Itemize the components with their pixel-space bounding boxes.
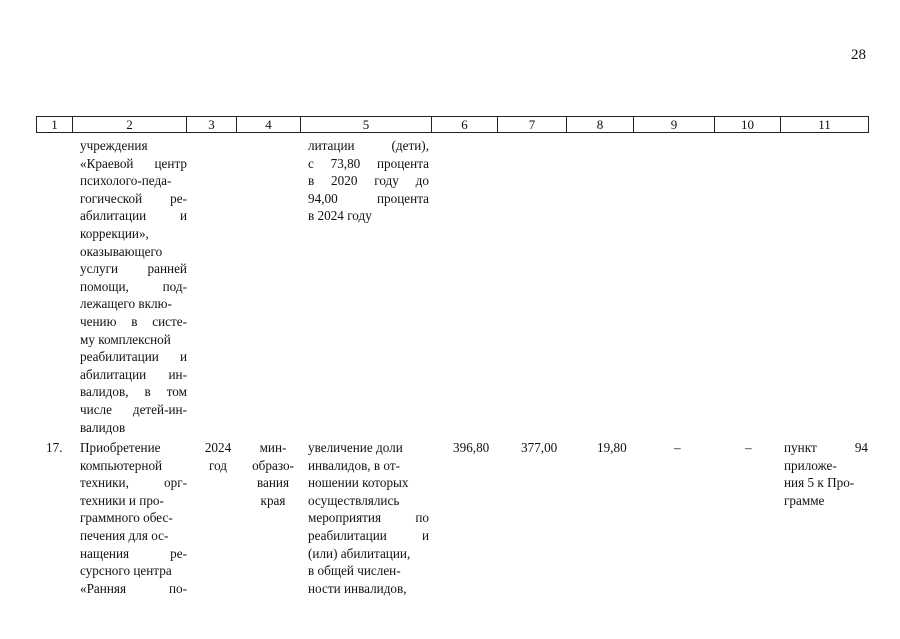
header-col-6: 6 — [432, 117, 498, 132]
text-word: в — [308, 173, 315, 189]
text-line: му комплексной — [80, 331, 171, 347]
text-line — [308, 527, 429, 545]
row17-number: 17. — [46, 440, 63, 455]
text-line — [80, 383, 187, 401]
text-word: нащения — [80, 545, 130, 561]
text-line — [308, 155, 429, 173]
text-word: под- — [162, 278, 187, 294]
text-line: грамме — [784, 492, 825, 508]
text-word: процента — [377, 155, 429, 171]
text-line: Приобретение — [80, 440, 161, 455]
text-word: 94,00 — [308, 190, 338, 206]
text-word: гогической — [80, 190, 143, 206]
text-line — [80, 366, 187, 384]
text-line: края — [260, 492, 286, 508]
text-word: 2020 — [331, 173, 358, 189]
text-word: 94 — [854, 440, 868, 455]
text-word: по — [415, 510, 429, 526]
text-line: печения для ос- — [80, 527, 169, 543]
text-line: увеличение доли — [308, 440, 403, 455]
row17-col6: 396,80 — [453, 440, 490, 455]
text-word: детей-ин- — [132, 401, 187, 417]
text-line: год — [208, 457, 227, 473]
text-word: мероприятия — [308, 510, 382, 526]
text-word: реабилитации — [308, 527, 387, 543]
text-line: компьютерной — [80, 457, 163, 473]
text-line: граммного обес- — [80, 510, 173, 526]
text-word: и — [421, 527, 429, 543]
text-line: вания — [256, 475, 290, 491]
header-col-10: 10 — [715, 117, 781, 132]
text-line: ности инвалидов, — [308, 580, 407, 596]
text-word: в — [131, 313, 138, 329]
text-line — [308, 172, 429, 190]
text-word: чению — [80, 313, 117, 329]
header-col-8: 8 — [567, 117, 634, 132]
row17-col2 — [80, 439, 187, 597]
header-col-1: 1 — [37, 117, 73, 132]
row17-col9: – — [674, 440, 681, 455]
text-line: ния 5 к Про- — [784, 475, 855, 491]
text-word: ре- — [170, 545, 187, 561]
text-word: пункт — [784, 440, 817, 455]
text-line: оказывающего — [80, 243, 163, 259]
text-line: лежащего вклю- — [80, 296, 172, 312]
text-word: числе — [80, 401, 112, 417]
text-line: (или) абилитации, — [308, 545, 411, 561]
text-line: коррекции», — [80, 225, 149, 241]
text-line: инвалидов, в от- — [308, 457, 400, 473]
text-word: по- — [168, 580, 187, 596]
page-number: 28 — [851, 47, 866, 63]
text-word: «Краевой — [80, 155, 134, 171]
text-word: валидов, — [80, 384, 129, 400]
text-word: ре- — [170, 190, 187, 206]
header-col-11: 11 — [818, 117, 831, 132]
text-word: абилитации — [80, 208, 147, 224]
text-line — [80, 580, 187, 598]
row17-col4 — [247, 439, 299, 509]
text-line: в 2024 году — [308, 208, 372, 224]
text-line — [80, 155, 187, 173]
text-word: и — [179, 349, 187, 365]
text-word: ин- — [168, 366, 187, 382]
text-word: 73,80 — [330, 155, 361, 171]
row17-col8: 19,80 — [597, 440, 627, 455]
text-word: литации — [308, 138, 355, 153]
text-line: в общей числен- — [308, 563, 401, 579]
text-line — [80, 313, 187, 331]
row17-col10: – — [745, 440, 752, 455]
text-word: в — [144, 384, 151, 400]
header-col-5: 5 — [301, 117, 432, 132]
text-word: до — [415, 173, 429, 189]
text-word: услуги — [80, 261, 119, 277]
text-word: и — [179, 208, 187, 224]
text-line — [308, 137, 429, 155]
text-word: (дети), — [391, 138, 429, 153]
text-line — [308, 190, 429, 208]
text-line: техники и про- — [80, 492, 164, 508]
text-line: осуществлялись — [308, 492, 400, 508]
row17-col3 — [198, 439, 238, 474]
text-line — [308, 509, 429, 527]
text-word: году — [374, 173, 399, 189]
row17-col5 — [308, 439, 429, 597]
text-word: ранней — [147, 261, 187, 277]
text-line: 2024 — [204, 440, 232, 455]
text-word: техники, — [80, 475, 129, 491]
header-col-9: 9 — [634, 117, 715, 132]
text-word: систе- — [152, 313, 187, 329]
row17-col7: 377,00 — [521, 440, 558, 455]
text-word: процента — [377, 190, 429, 206]
text-line: психолого-педа- — [80, 173, 172, 189]
row-cont-col5 — [308, 137, 429, 225]
text-line: ношении которых — [308, 475, 409, 491]
text-line — [80, 401, 187, 419]
text-line — [80, 348, 187, 366]
text-line — [80, 474, 187, 492]
row17-col11 — [784, 439, 868, 509]
text-line: учреждения — [80, 138, 148, 153]
table-header-row — [36, 116, 869, 133]
text-word: орг- — [164, 475, 187, 491]
text-word: абилитации — [80, 366, 147, 382]
text-line: образо- — [252, 457, 294, 473]
text-line — [80, 190, 187, 208]
text-word: помощи, — [80, 278, 129, 294]
text-line — [784, 439, 868, 457]
text-line: сурсного центра — [80, 563, 172, 579]
text-word: центр — [154, 155, 187, 171]
text-line — [80, 545, 187, 563]
text-line: валидов — [80, 419, 126, 435]
text-line — [80, 260, 187, 278]
text-line: приложе- — [784, 457, 837, 473]
text-line: мин- — [259, 440, 287, 455]
text-word: реабилитации — [80, 349, 159, 365]
header-col-3: 3 — [187, 117, 237, 132]
row-cont-col2 — [80, 137, 187, 436]
header-col-4: 4 — [237, 117, 301, 132]
text-word: с — [308, 155, 314, 171]
header-col-7: 7 — [498, 117, 567, 132]
text-word: том — [166, 384, 187, 400]
text-line — [80, 207, 187, 225]
text-line — [80, 278, 187, 296]
header-col-2: 2 — [73, 117, 187, 132]
text-word: «Ранняя — [80, 580, 127, 596]
